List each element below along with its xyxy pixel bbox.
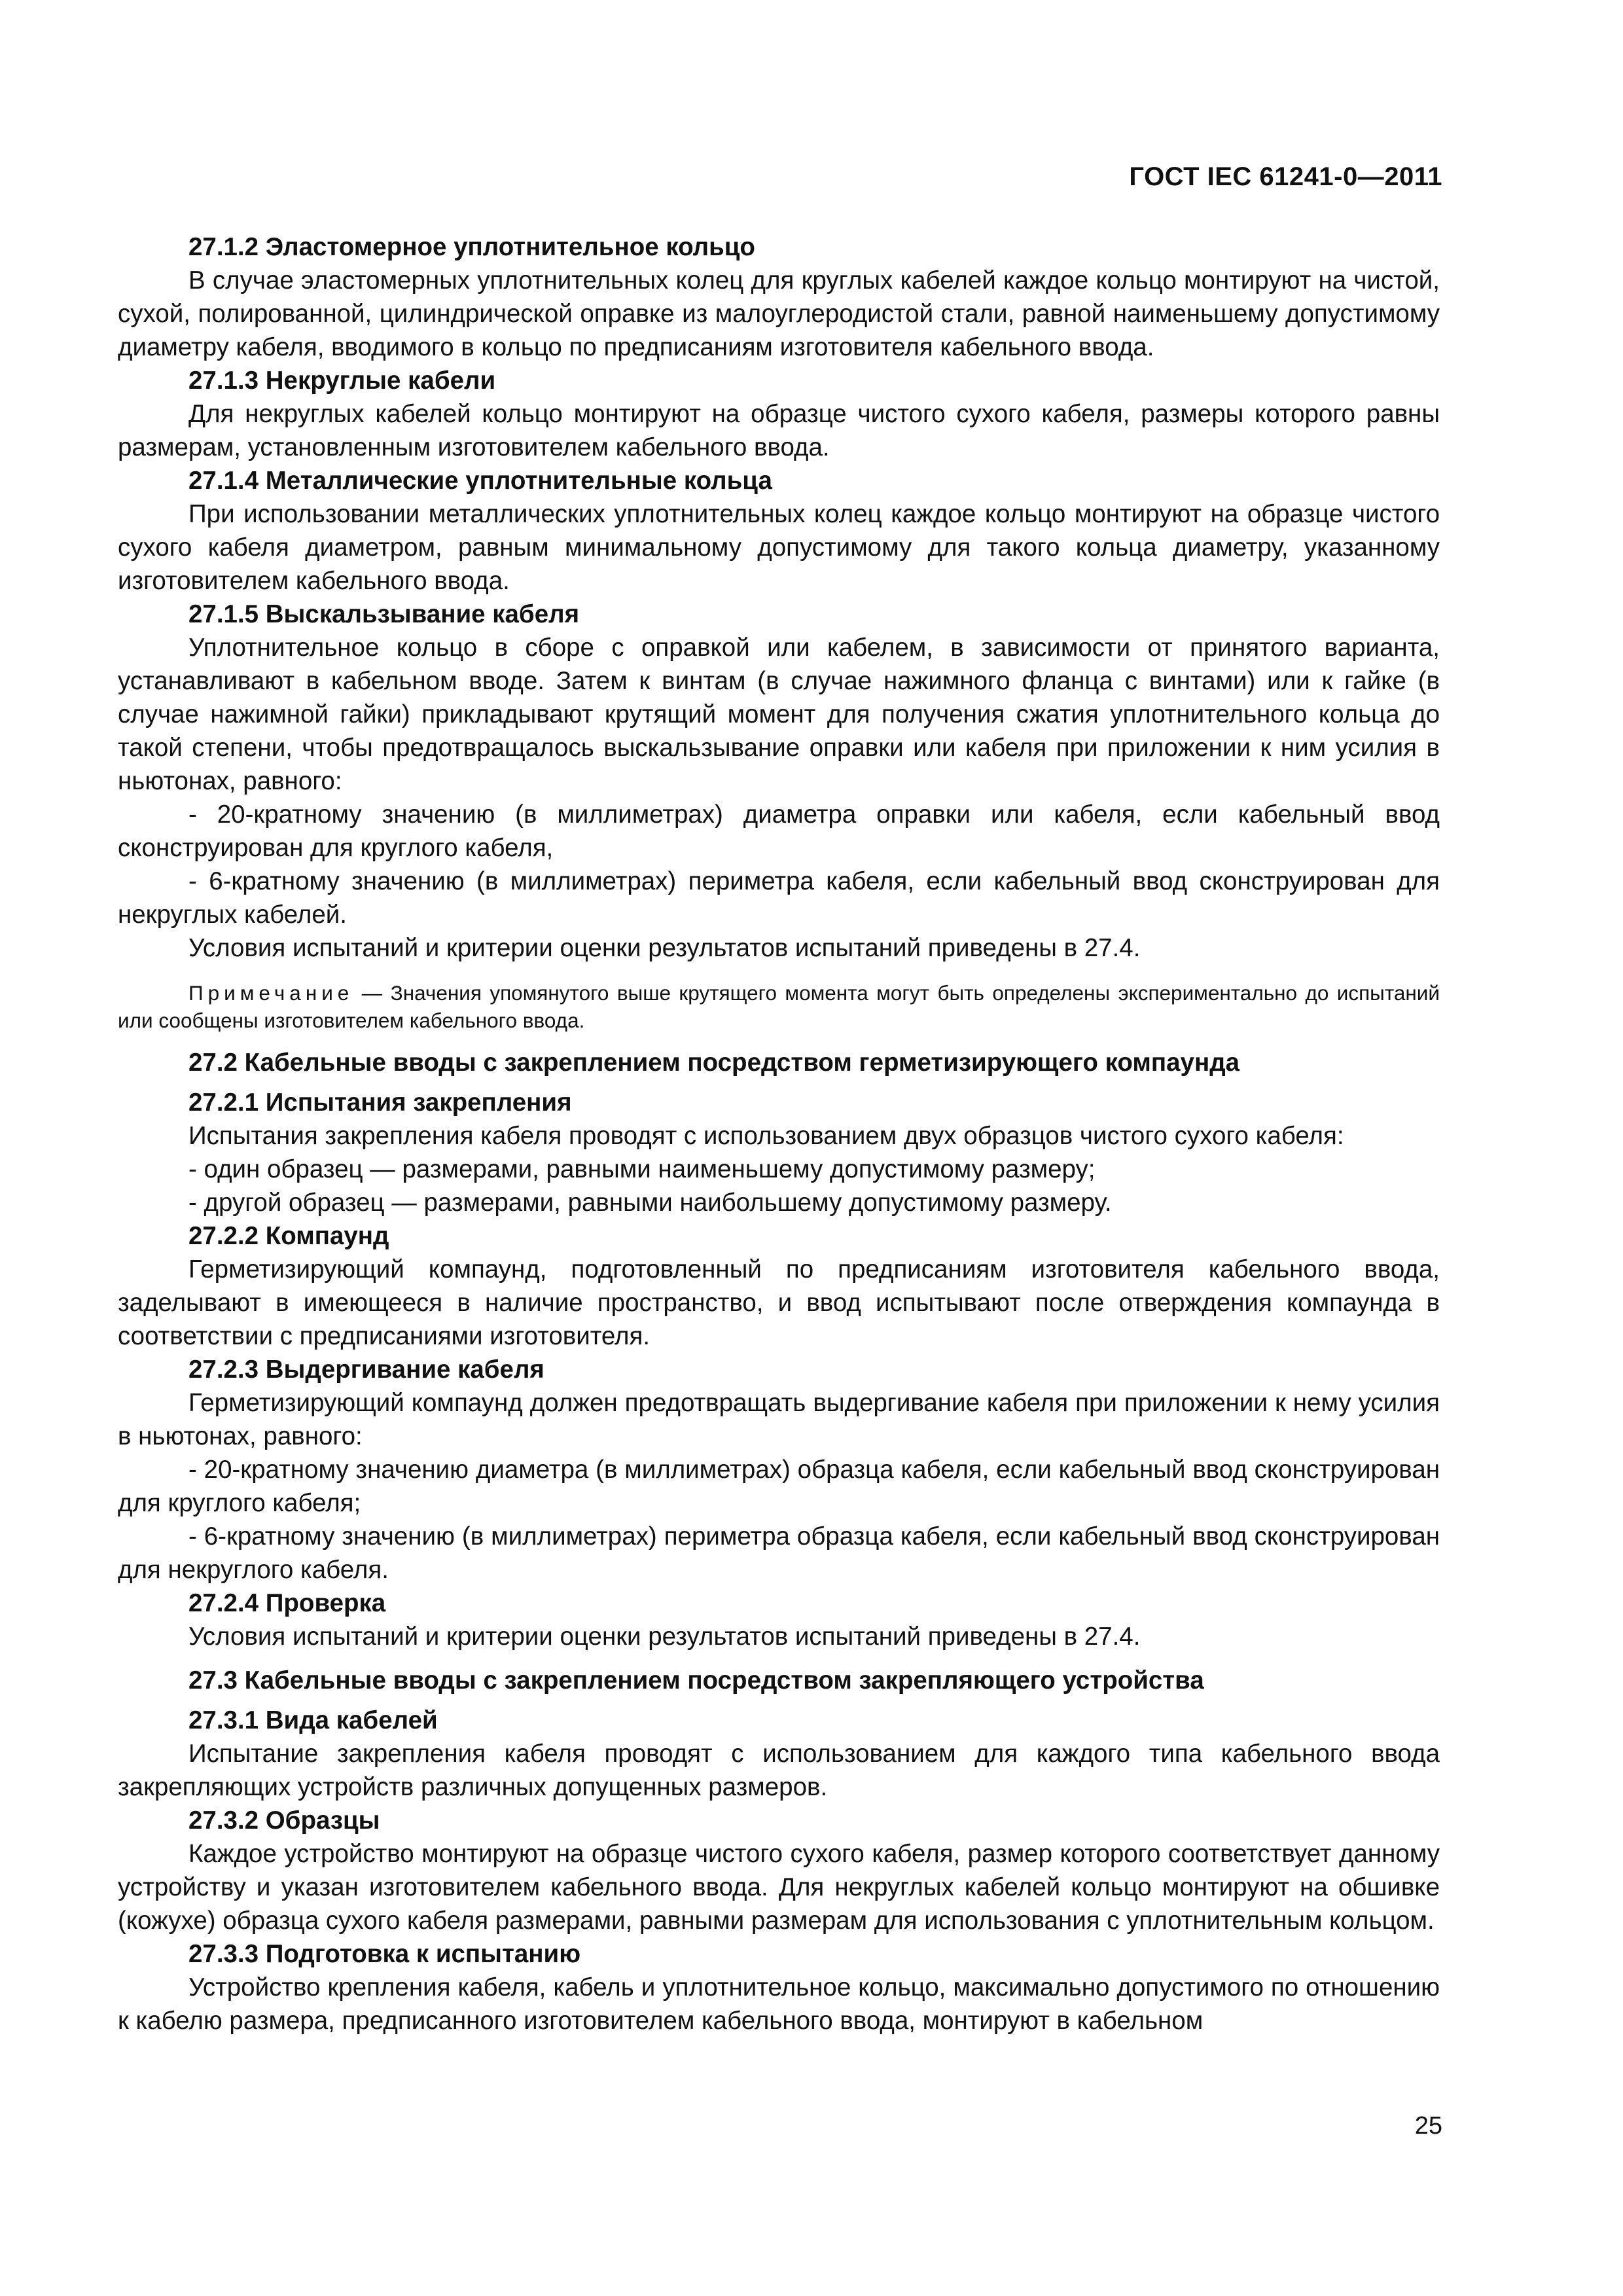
paragraph: Герметизирующий компаунд должен предотвращать выдергивание кабеля при приложении к нему усилия в ньютонах, равного:	[118, 1389, 1440, 1450]
section-heading: 27.1.5 Выскальзывание кабеля	[188, 600, 580, 628]
paragraph: Условия испытаний и критерии оценки результатов испытаний приведены в 27.4.	[188, 934, 1141, 962]
section-heading: 27.3.1 Вида кабелей	[188, 1706, 438, 1734]
document-header: ГОСТ IEC 61241-0—2011	[1129, 162, 1442, 191]
paragraph: Условия испытаний и критерии оценки результатов испытаний приведены в 27.4.	[188, 1623, 1141, 1651]
list-item: - один образец — размерами, равными наименьшему допустимому размеру;	[188, 1155, 1096, 1183]
note-text: — Значения упомянутого выше крутящего момента могут быть определены экспериментально до испытаний или сообщены изготовителем кабельного ввода.	[118, 981, 1440, 1032]
section-heading: 27.3.3 Подготовка к испытанию	[188, 1940, 581, 1968]
section-heading: 27.1.4 Металлические уплотнительные кольца	[188, 467, 772, 495]
paragraph: Для некруглых кабелей кольцо монтируют на образце чистого сухого кабеля, размеры которого равны размерам, установленным изготовителем кабельного ввода.	[118, 400, 1440, 461]
section-heading: 27.2.4 Проверка	[188, 1589, 386, 1617]
paragraph: Устройство крепления кабеля, кабель и уплотнительное кольцо, максимально допустимого по отношению к кабелю размера, предписанного изготовителем кабельного ввода, монтируют в кабельном	[118, 1973, 1440, 2035]
list-item: - 6-кратному значению (в миллиметрах) периметра образца кабеля, если кабельный ввод сконструирован для некруглого кабеля.	[118, 1522, 1440, 1584]
paragraph: Испытания закрепления кабеля проводят с использованием двух образцов чистого сухого кабеля:	[188, 1122, 1344, 1150]
section-heading: 27.1.3 Некруглые кабели	[188, 367, 496, 395]
paragraph: Герметизирующий компаунд, подготовленный по предписаниям изготовителя кабельного ввода, заделывают в имеющееся в наличие пространство, и ввод испытывают после отверждения компаунда в соответствии с предписаниями изготовителя.	[118, 1255, 1440, 1350]
note-label: Примечание	[188, 981, 354, 1005]
subsection-heading: 27.3 Кабельные вводы с закреплением посредством закрепляющего устройства	[188, 1666, 1204, 1695]
page-number: 25	[1414, 2112, 1442, 2140]
subsection-heading: 27.2 Кабельные вводы с закреплением посредством герметизирующего компаунда	[188, 1049, 1240, 1077]
list-item: - другой образец — размерами, равными наибольшему допустимому размеру.	[188, 1189, 1112, 1217]
list-item: - 6-кратному значению (в миллиметрах) периметра кабеля, если кабельный ввод сконструирован для некруглых кабелей.	[118, 867, 1440, 929]
section-heading: 27.3.2 Образцы	[188, 1806, 380, 1835]
paragraph: Каждое устройство монтируют на образце чистого сухого кабеля, размер которого соответствует данному устройству и указан изготовителем кабельного ввода. Для некруглых кабелей кольцо монтируют на обшивке (кожухе) образца сухого кабеля размерами, равными размерам для использования с уплотнительным кольцом.	[118, 1840, 1440, 1935]
list-item: - 20-кратному значению диаметра (в миллиметрах) образца кабеля, если кабельный ввод сконструирован для круглого кабеля;	[118, 1456, 1440, 1517]
paragraph: В случае эластомерных уплотнительных колец для круглых кабелей каждое кольцо монтируют на чистой, сухой, полированной, цилиндрической оправке из малоуглеродистой стали, равной наименьшему допустимому диаметру кабеля, вводимого в кольцо по предписаниям изготовителя кабельного ввода.	[118, 266, 1440, 361]
paragraph: При использовании металлических уплотнительных колец каждое кольцо монтируют на образце чистого сухого кабеля диаметром, равным минимальному допустимому для такого кольца диаметру, указанному изготовителем кабельного ввода.	[118, 500, 1440, 595]
paragraph: Испытание закрепления кабеля проводят с использованием для каждого типа кабельного ввода закрепляющих устройств различных допущенных размеров.	[118, 1740, 1440, 1801]
note	[118, 979, 1440, 1034]
paragraph: Уплотнительное кольцо в сборе с оправкой или кабелем, в зависимости от принятого варианта, устанавливают в кабельном вводе. Затем к винтам (в случае нажимного фланца с винтами) или к гайке (в случае нажимной гайки) прикладывают крутящий момент для получения сжатия уплотнительного кольца до такой степени, чтобы предотвращалось выскальзывание оправки или кабеля при приложении к ним усилия в ньютонах, равного:	[118, 634, 1440, 795]
section-heading: 27.1.2 Эластомерное уплотнительное кольцо	[188, 233, 755, 261]
list-item: - 20-кратному значению (в миллиметрах) диаметра оправки или кабеля, если кабельный ввод сконструирован для круглого кабеля,	[118, 800, 1440, 862]
section-heading: 27.2.3 Выдергивание кабеля	[188, 1355, 544, 1384]
section-heading: 27.2.1 Испытания закрепления	[188, 1088, 572, 1117]
document-body	[118, 230, 1440, 2037]
section-heading: 27.2.2 Компаунд	[188, 1222, 389, 1250]
